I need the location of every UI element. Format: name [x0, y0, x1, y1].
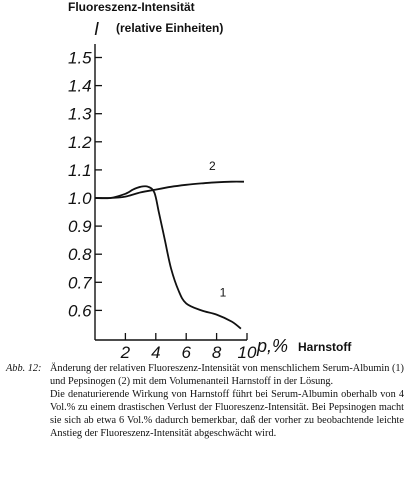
y-tick-label: 0.9 [68, 217, 92, 237]
x-tick-label: 2 [120, 343, 131, 360]
x-tick-label: 6 [181, 343, 191, 360]
y-axis-label: I [94, 19, 100, 39]
caption-paragraph-1: Änderung der relativen Fluoreszenz-Intensität von menschlichem Serum-Albumin (1) und Pepsinogen (2) mit dem Volumenanteil Harnstoff in der Lösung. [50, 363, 404, 388]
x-tick-label: 4 [151, 343, 161, 360]
chart-subtitle: (relative Einheiten) [116, 21, 224, 35]
caption-paragraph-2: Die denaturierende Wirkung von Harnstoff führt bei Serum-Albumin oberhalb von 4 Vol.% zu einem drastischen Verlust der Fluoreszenz-Intensität. Bei Pepsinogen macht sie sich ab etwa 6 Vol.% dadurch bemerkbar, daß der vorher zu beobachtende leichte Anstieg der Fluoreszenz-Intensität abgeschwächt wird. [50, 389, 404, 440]
x-tick-label: 8 [211, 343, 222, 360]
figure-caption [6, 362, 404, 441]
y-tick-label: 1.5 [68, 48, 92, 68]
y-tick-label: 0.6 [68, 301, 92, 321]
y-tick-label: 0.7 [68, 273, 92, 293]
series-layer [95, 159, 244, 329]
y-tick-label: 1.3 [68, 104, 92, 124]
series-line-1 [95, 186, 241, 328]
chart-title: Fluoreszenz-Intensität [68, 0, 195, 14]
series-label-2: 2 [209, 158, 216, 173]
y-tick-label: 1.1 [68, 160, 92, 180]
series-label-1: 1 [219, 285, 227, 300]
caption-body [50, 362, 404, 441]
y-ticks [68, 49, 102, 321]
y-tick-label: 1.4 [68, 76, 92, 96]
caption-label: Abb. 12: [6, 363, 42, 374]
x-tick-label: 10 [237, 343, 257, 360]
x-ticks [120, 333, 257, 360]
x-axis-unit: Harnstoff [298, 340, 352, 354]
x-axis-label: p,% [257, 336, 289, 356]
y-tick-label: 0.8 [68, 245, 92, 265]
y-tick-label: 1.0 [68, 189, 92, 208]
y-tick-label: 1.2 [68, 132, 92, 152]
